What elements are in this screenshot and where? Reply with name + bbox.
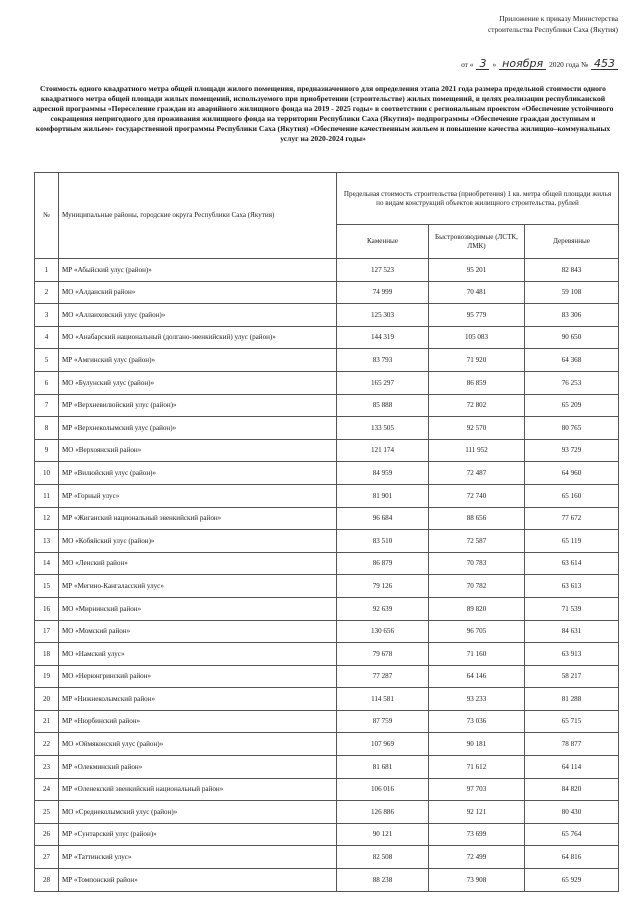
row-number: 5	[35, 349, 59, 372]
date-prefix: от «	[461, 60, 474, 69]
cost-prefab: 71 160	[429, 643, 525, 666]
cost-prefab: 70 782	[429, 575, 525, 598]
cost-wood: 80 430	[525, 801, 619, 824]
cost-wood: 63 614	[525, 552, 619, 575]
row-number: 13	[35, 530, 59, 553]
header-district: Муниципальные районы, городские округа Республики Саха (Якутия)	[59, 173, 337, 259]
row-number: 20	[35, 688, 59, 711]
cost-prefab: 72 499	[429, 846, 525, 869]
date-day: 3	[476, 58, 489, 70]
cost-wood: 64 368	[525, 349, 619, 372]
cost-stone: 77 287	[337, 665, 429, 688]
cost-wood: 64 114	[525, 756, 619, 779]
row-number: 15	[35, 575, 59, 598]
cost-prefab: 92 121	[429, 801, 525, 824]
cost-wood: 84 820	[525, 778, 619, 801]
row-number: 8	[35, 417, 59, 440]
table-row	[35, 552, 619, 575]
cost-prefab: 86 859	[429, 371, 525, 394]
appendix-line-1: Приложение к приказу Министерства	[499, 14, 618, 23]
header-group: Предельная стоимость строительства (приобретения) 1 кв. метра общей площади жилья по видам конструкций объектов жилищного строительства, рублей	[337, 173, 619, 225]
cost-prefab: 88 656	[429, 507, 525, 530]
district-name: МО «Среднеколымский улус (район)»	[59, 801, 337, 824]
district-name: МР «Верхнеколымский улус (район)»	[59, 417, 337, 440]
district-name: МР «Горный улус»	[59, 484, 337, 507]
cost-stone: 106 016	[337, 778, 429, 801]
row-number: 11	[35, 484, 59, 507]
cost-stone: 130 656	[337, 620, 429, 643]
row-number: 9	[35, 439, 59, 462]
district-name: МО «Нерюнгринский район»	[59, 665, 337, 688]
cost-wood: 65 160	[525, 484, 619, 507]
table-row	[35, 371, 619, 394]
cost-stone: 107 969	[337, 733, 429, 756]
cost-prefab: 73 908	[429, 869, 525, 892]
cost-wood: 71 539	[525, 597, 619, 620]
row-number: 21	[35, 710, 59, 733]
table-row	[35, 462, 619, 485]
cost-prefab: 72 740	[429, 484, 525, 507]
cost-stone: 133 505	[337, 417, 429, 440]
row-number: 23	[35, 756, 59, 779]
cost-stone: 144 319	[337, 326, 429, 349]
table-row	[35, 597, 619, 620]
cost-stone: 85 888	[337, 394, 429, 417]
table-row	[35, 756, 619, 779]
cost-prefab: 64 146	[429, 665, 525, 688]
district-name: МР «Амгинский улус (район)»	[59, 349, 337, 372]
table-row	[35, 620, 619, 643]
row-number: 27	[35, 846, 59, 869]
cost-wood: 77 672	[525, 507, 619, 530]
cost-stone: 96 684	[337, 507, 429, 530]
cost-stone: 86 879	[337, 552, 429, 575]
header-prefab: Быстровозводимые (ЛСТК, ЛМК)	[429, 225, 525, 259]
cost-wood: 65 209	[525, 394, 619, 417]
table-row	[35, 869, 619, 892]
date-year-label: 2020 года №	[549, 60, 588, 69]
row-number: 18	[35, 643, 59, 666]
cost-wood: 84 631	[525, 620, 619, 643]
cost-wood: 58 217	[525, 665, 619, 688]
row-number: 4	[35, 326, 59, 349]
cost-stone: 81 901	[337, 484, 429, 507]
district-name: МР «Таттинский улус»	[59, 846, 337, 869]
cost-table	[34, 172, 619, 892]
district-name: МО «Верхоянский район»	[59, 439, 337, 462]
cost-wood: 76 253	[525, 371, 619, 394]
row-number: 16	[35, 597, 59, 620]
district-name: МО «Ленский район»	[59, 552, 337, 575]
table-row	[35, 823, 619, 846]
cost-wood: 65 119	[525, 530, 619, 553]
cost-wood: 59 108	[525, 281, 619, 304]
row-number: 7	[35, 394, 59, 417]
table-row	[35, 326, 619, 349]
appendix-line-2: строительства Республики Саха (Якутия)	[487, 24, 618, 34]
cost-wood: 81 288	[525, 688, 619, 711]
district-name: МО «Алданский район»	[59, 281, 337, 304]
table-row	[35, 281, 619, 304]
header-num: №	[35, 173, 59, 259]
cost-stone: 88 238	[337, 869, 429, 892]
cost-stone: 79 678	[337, 643, 429, 666]
district-name: МО «Момский район»	[59, 620, 337, 643]
cost-stone: 92 639	[337, 597, 429, 620]
table-row	[35, 304, 619, 327]
district-name: МР «Оленекский эвенкийский национальный район»	[59, 778, 337, 801]
district-name: МО «Оймяконский улус (район)»	[59, 733, 337, 756]
district-name: МР «Вилюйский улус (район)»	[59, 462, 337, 485]
date-mid: »	[492, 60, 497, 69]
cost-stone: 121 174	[337, 439, 429, 462]
cost-wood: 80 765	[525, 417, 619, 440]
cost-wood: 83 306	[525, 304, 619, 327]
district-name: МР «Нижнеколымский район»	[59, 688, 337, 711]
order-number: 453	[591, 58, 618, 70]
district-name: МР «Нюрбинский район»	[59, 710, 337, 733]
cost-stone: 90 121	[337, 823, 429, 846]
row-number: 1	[35, 259, 59, 282]
district-name: МО «Кобяйский улус (район)»	[59, 530, 337, 553]
table-row	[35, 259, 619, 282]
table-row	[35, 349, 619, 372]
cost-wood: 78 877	[525, 733, 619, 756]
district-name: МР «Абыйский улус (район)»	[59, 259, 337, 282]
row-number: 3	[35, 304, 59, 327]
table-row	[35, 394, 619, 417]
date-month: ноября	[499, 58, 546, 70]
cost-prefab: 89 820	[429, 597, 525, 620]
cost-prefab: 95 779	[429, 304, 525, 327]
cost-prefab: 70 783	[429, 552, 525, 575]
table-row	[35, 665, 619, 688]
cost-prefab: 97 703	[429, 778, 525, 801]
cost-prefab: 90 181	[429, 733, 525, 756]
cost-prefab: 70 481	[429, 281, 525, 304]
cost-prefab: 72 587	[429, 530, 525, 553]
district-name: МР «Олекминский район»	[59, 756, 337, 779]
cost-stone: 87 759	[337, 710, 429, 733]
cost-wood: 93 729	[525, 439, 619, 462]
row-number: 25	[35, 801, 59, 824]
cost-prefab: 73 699	[429, 823, 525, 846]
row-number: 24	[35, 778, 59, 801]
header-wood: Деревянные	[525, 225, 619, 259]
cost-stone: 165 297	[337, 371, 429, 394]
appendix-block	[418, 14, 618, 35]
row-number: 28	[35, 869, 59, 892]
row-number: 2	[35, 281, 59, 304]
cost-stone: 83 793	[337, 349, 429, 372]
cost-prefab: 96 705	[429, 620, 525, 643]
table-row	[35, 530, 619, 553]
cost-wood: 64 960	[525, 462, 619, 485]
cost-stone: 114 581	[337, 688, 429, 711]
cost-prefab: 71 920	[429, 349, 525, 372]
cost-wood: 64 816	[525, 846, 619, 869]
cost-prefab: 111 952	[429, 439, 525, 462]
cost-wood: 63 913	[525, 643, 619, 666]
cost-wood: 65 929	[525, 869, 619, 892]
row-number: 26	[35, 823, 59, 846]
table-row	[35, 801, 619, 824]
district-name: МО «Анабарский национальный (долгано-эвенкийский) улус (район)»	[59, 326, 337, 349]
document-title: Стоимость одного квадратного метра общей площади жилого помещения, предназначенного для определения этапа 2021 года размера предельной стоимости одного квадратного метра общей площади жилых помещений, используемого при приобретении (строительстве) жилых помещений, в целях реализации республиканской адресной программы «Переселение граждан из аварийного жилищного фонда на 2019 - 2025 годы» в соответствии с региональным проектом «Обеспечение устойчивого сокращения непригодного для проживания жилищного фонда на территории Республики Саха (Якутия)» подпрограммы «Обеспечение граждан доступным и комфортным жильем» государственной программы Республики Саха (Якутия) «Обеспечение качественным жильем и повышение качества жилищно–коммунальных услуг на 2020-2024 годы»	[32, 84, 614, 144]
cost-prefab: 105 083	[429, 326, 525, 349]
cost-prefab: 72 487	[429, 462, 525, 485]
row-number: 22	[35, 733, 59, 756]
row-number: 10	[35, 462, 59, 485]
cost-stone: 125 303	[337, 304, 429, 327]
cost-stone: 81 681	[337, 756, 429, 779]
cost-stone: 84 959	[337, 462, 429, 485]
district-name: МР «Мегино-Кангаласский улус»	[59, 575, 337, 598]
row-number: 12	[35, 507, 59, 530]
row-number: 14	[35, 552, 59, 575]
table-row	[35, 643, 619, 666]
table-row	[35, 575, 619, 598]
header-stone: Каменные	[337, 225, 429, 259]
table-row	[35, 484, 619, 507]
row-number: 17	[35, 620, 59, 643]
district-name: МО «Мирнинский район»	[59, 597, 337, 620]
cost-stone: 127 523	[337, 259, 429, 282]
cost-prefab: 71 612	[429, 756, 525, 779]
cost-prefab: 92 570	[429, 417, 525, 440]
district-name: МР «Верхневилюйский улус (район)»	[59, 394, 337, 417]
cost-stone: 83 510	[337, 530, 429, 553]
table-row	[35, 846, 619, 869]
table-row	[35, 507, 619, 530]
cost-wood: 65 764	[525, 823, 619, 846]
cost-prefab: 73 036	[429, 710, 525, 733]
cost-stone: 74 999	[337, 281, 429, 304]
district-name: МО «Булунский улус (район)»	[59, 371, 337, 394]
table-row	[35, 778, 619, 801]
table-row	[35, 688, 619, 711]
order-dateline	[368, 58, 618, 70]
district-name: МО «Намский улус»	[59, 643, 337, 666]
cost-stone: 126 886	[337, 801, 429, 824]
cost-wood: 90 650	[525, 326, 619, 349]
district-name: МО «Аллаиховский улус (район)»	[59, 304, 337, 327]
table-row	[35, 439, 619, 462]
row-number: 19	[35, 665, 59, 688]
cost-wood: 65 715	[525, 710, 619, 733]
table-row	[35, 710, 619, 733]
table-row	[35, 733, 619, 756]
cost-prefab: 93 233	[429, 688, 525, 711]
district-name: МР «Томпонский район»	[59, 869, 337, 892]
row-number: 6	[35, 371, 59, 394]
cost-stone: 82 508	[337, 846, 429, 869]
cost-wood: 82 843	[525, 259, 619, 282]
cost-prefab: 95 201	[429, 259, 525, 282]
district-name: МР «Жиганский национальный эвенкийский район»	[59, 507, 337, 530]
table-row	[35, 417, 619, 440]
cost-prefab: 72 802	[429, 394, 525, 417]
table-body	[35, 259, 619, 892]
cost-wood: 63 613	[525, 575, 619, 598]
district-name: МР «Сунтарский улус (район)»	[59, 823, 337, 846]
cost-stone: 79 126	[337, 575, 429, 598]
